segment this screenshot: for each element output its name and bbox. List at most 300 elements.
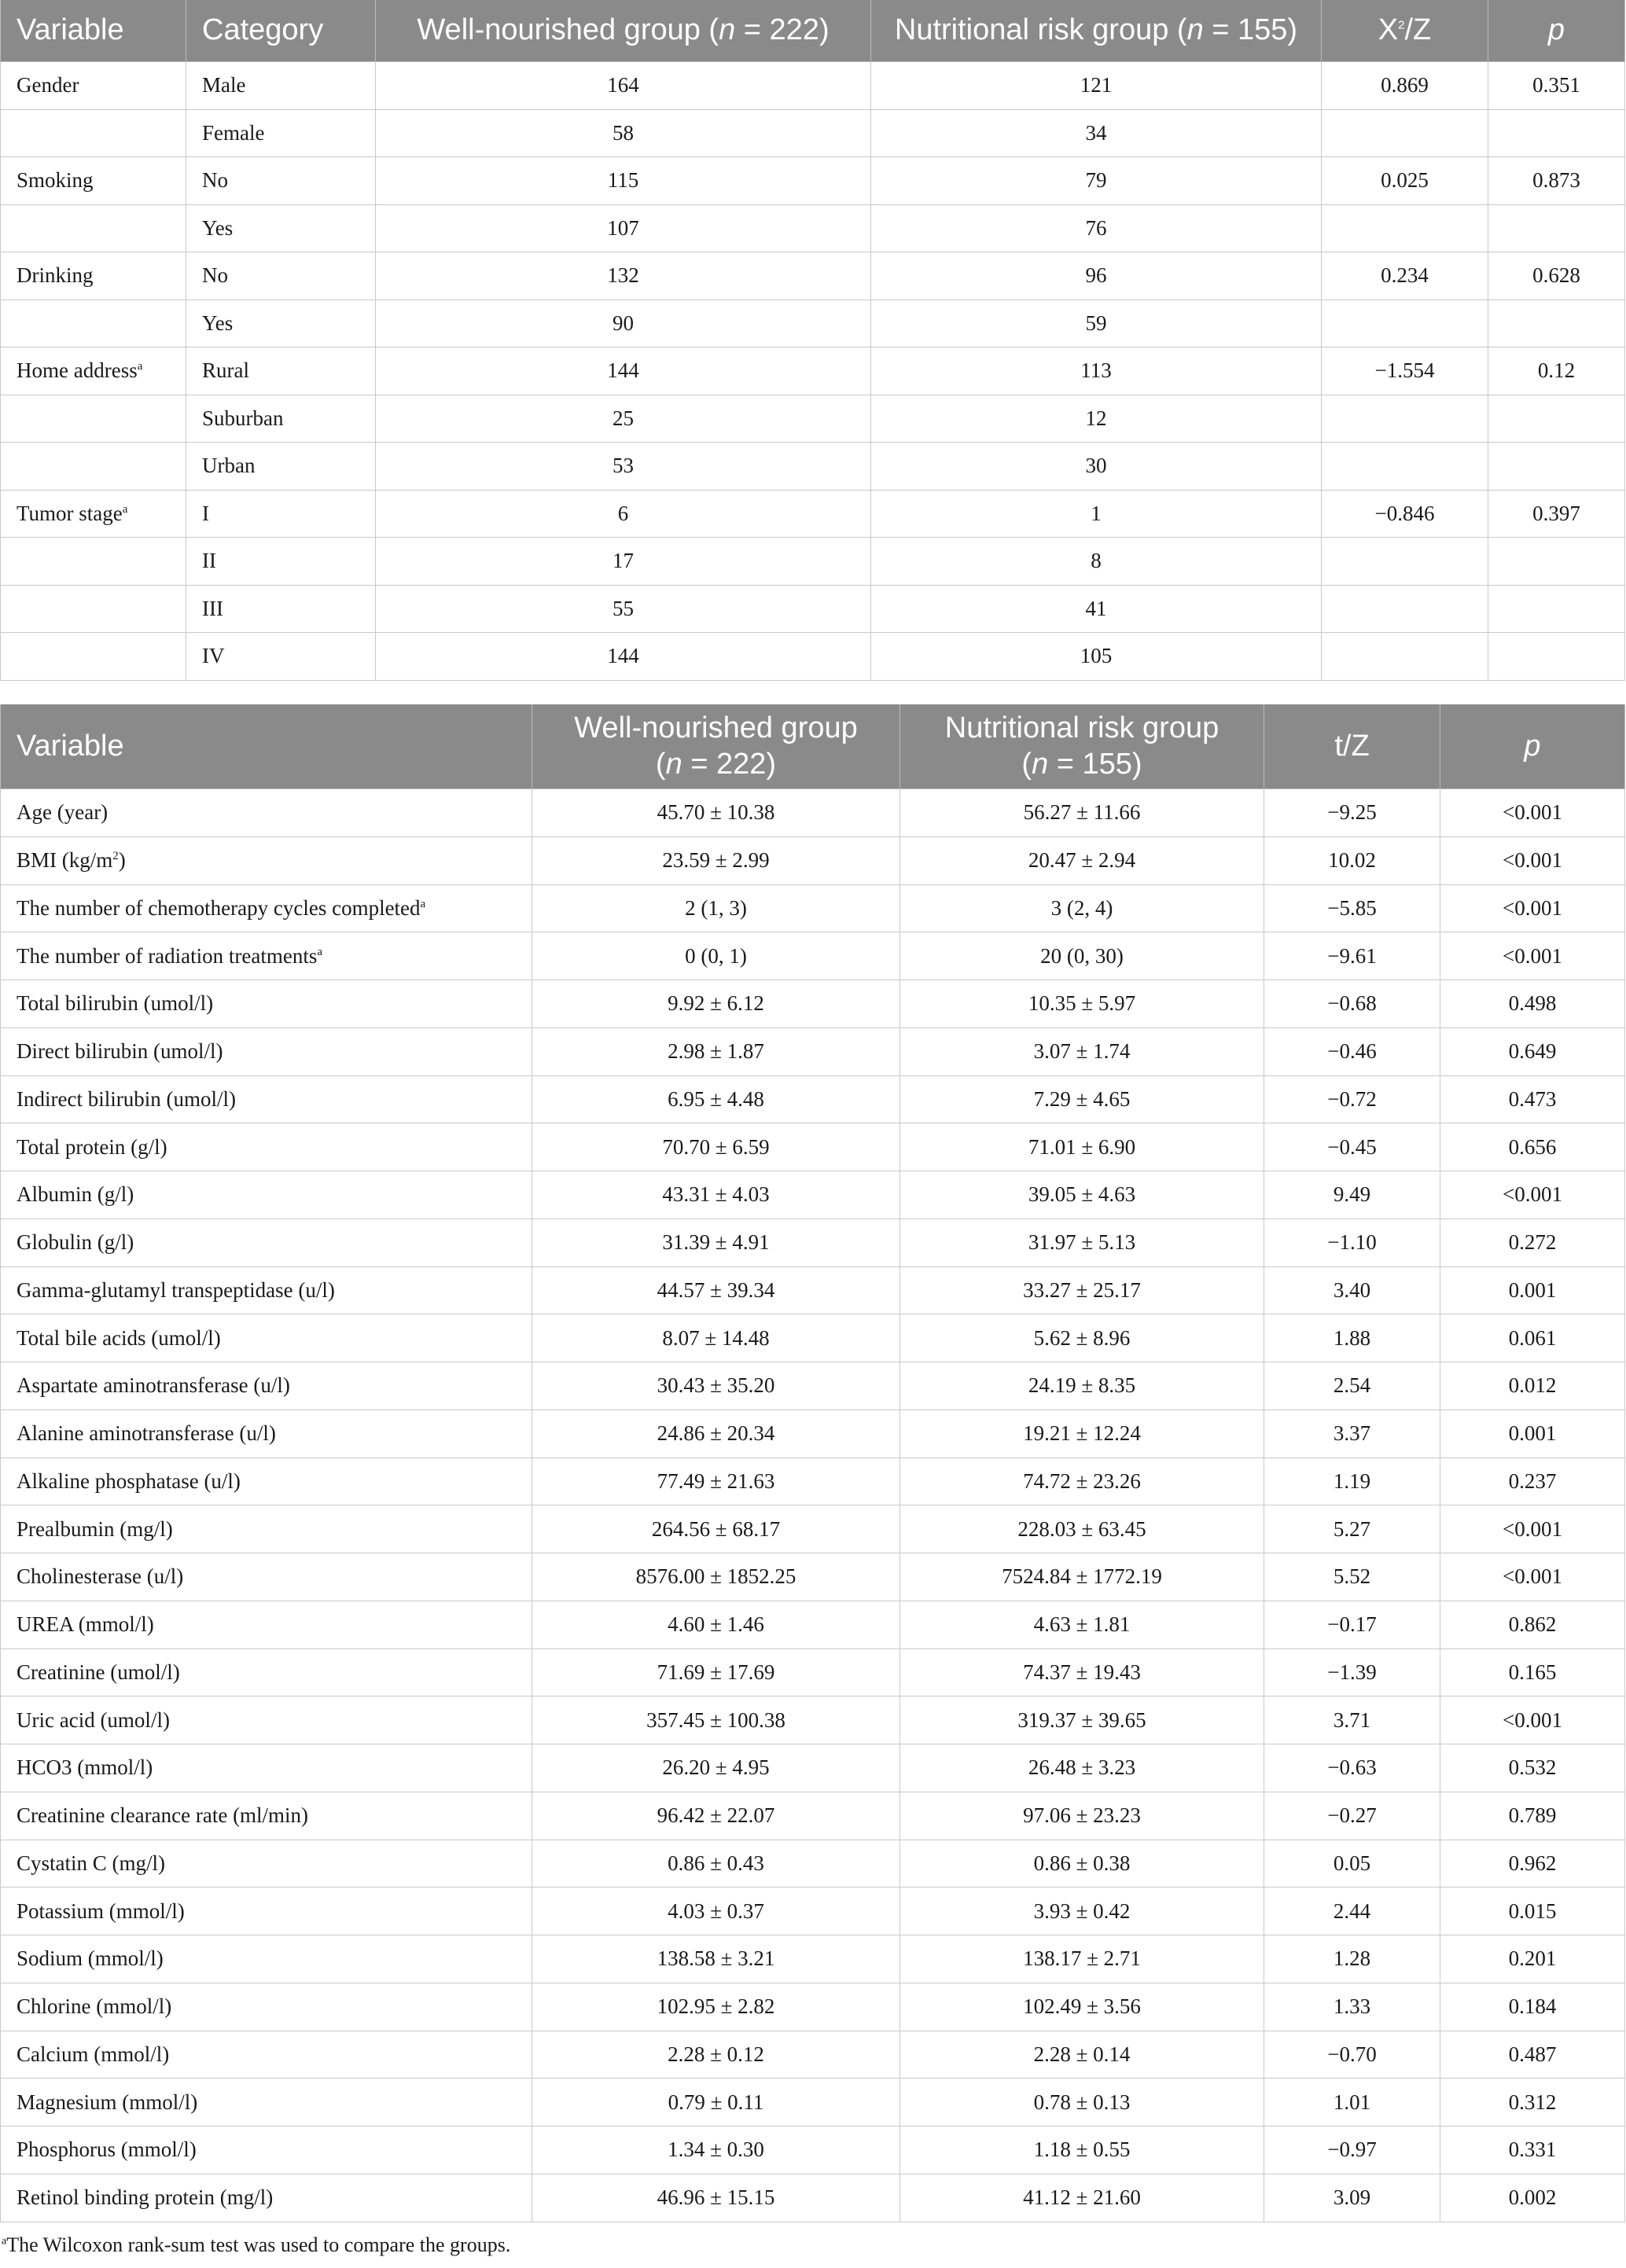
table1-header-p: p (1488, 0, 1625, 62)
statistic-cell: −0.45 (1264, 1123, 1440, 1171)
table-row (1, 789, 1625, 837)
well-nourished-cell: 26.20 ± 4.95 (532, 1744, 900, 1792)
variable-name: Creatinine clearance rate (ml/min) (17, 1803, 309, 1828)
statistic-cell: −0.72 (1264, 1075, 1440, 1123)
table-row (1, 1696, 1625, 1744)
variable-name-tail: ) (118, 848, 126, 873)
p-value-cell: 0.237 (1440, 1457, 1625, 1505)
nutritional-risk-cell: 33.27 ± 25.17 (900, 1266, 1264, 1314)
table1-body (1, 62, 1625, 681)
variable-name: Alkaline phosphatase (u/l) (17, 1469, 241, 1493)
p-value-cell: 0.201 (1440, 1935, 1625, 1983)
nutritional-risk-cell: 74.37 ± 19.43 (900, 1649, 1264, 1696)
p-value-cell: 0.649 (1440, 1027, 1625, 1075)
variable-name: Globulin (g/l) (17, 1230, 134, 1255)
nutritional-risk-cell: 2.28 ± 0.14 (900, 2031, 1264, 2079)
statistic-cell: −1.39 (1264, 1649, 1440, 1696)
variable-cell (1, 1123, 532, 1171)
table1-header-statistic: $X^2/Z$ (1322, 0, 1488, 62)
category-cell: No (186, 157, 376, 205)
table-row (1, 836, 1625, 884)
continuous-variables-table (0, 704, 1625, 2222)
well-nourished-cell: 2.98 ± 1.87 (532, 1027, 900, 1075)
statistic-cell (1322, 109, 1488, 157)
variable-name: Phosphorus (mmol/l) (17, 2138, 197, 2162)
variable-cell (1, 109, 186, 157)
table-row (1, 109, 1625, 157)
table-row (1, 1983, 1625, 2031)
variable-name: Total protein (g/l) (17, 1134, 167, 1159)
variable-name: Sodium (mmol/l) (17, 1946, 164, 1971)
well-nourished-cell: 90 (376, 300, 871, 347)
variable-name: Total bile acids (umol/l) (17, 1325, 221, 1350)
nutritional-risk-cell: 79 (871, 157, 1322, 205)
p-value-cell (1488, 300, 1625, 347)
variable-cell (1, 538, 186, 586)
nutritional-risk-cell: 3.93 ± 0.42 (900, 1888, 1264, 1935)
footnote (0, 2229, 510, 2261)
well-nourished-cell: 144 (376, 347, 871, 395)
variable-cell (1, 1649, 532, 1696)
table-row (1, 1553, 1625, 1601)
p-value-cell: 0.962 (1440, 1840, 1625, 1888)
table-row (1, 300, 1625, 347)
footnote-marker: a (2, 2235, 7, 2248)
variable-cell (1, 1362, 532, 1410)
nutritional-risk-cell: 0.86 ± 0.38 (900, 1840, 1264, 1888)
p-value-cell: 0.789 (1440, 1792, 1625, 1840)
nutritional-risk-cell: 113 (871, 347, 1322, 395)
table-row (1, 1027, 1625, 1075)
statistic-cell (1322, 538, 1488, 586)
p-value-cell: <0.001 (1440, 1171, 1625, 1219)
table1-header-row (1, 0, 1625, 62)
table-row (1, 932, 1625, 980)
well-nourished-cell: 24.86 ± 20.34 (532, 1410, 900, 1457)
variable-cell (1, 2126, 532, 2174)
well-nourished-cell: 43.31 ± 4.03 (532, 1171, 900, 1219)
variable-cell (1, 347, 186, 395)
p-value-cell: <0.001 (1440, 884, 1625, 932)
category-cell: No (186, 252, 376, 300)
variable-name: Creatinine (umol/l) (17, 1660, 180, 1684)
nutritional-risk-cell: 1 (871, 490, 1322, 538)
well-nourished-cell: 44.57 ± 39.34 (532, 1266, 900, 1314)
p-value-cell: 0.473 (1440, 1075, 1625, 1123)
nutritional-risk-cell: 24.19 ± 8.35 (900, 1362, 1264, 1410)
category-cell: II (186, 538, 376, 586)
statistic-cell (1322, 395, 1488, 443)
well-nourished-cell: 17 (376, 538, 871, 586)
table-row (1, 1649, 1625, 1696)
statistic-cell: 5.27 (1264, 1505, 1440, 1553)
well-nourished-cell: 144 (376, 633, 871, 681)
table-row (1, 2126, 1625, 2174)
variable-name: Tumor stage (17, 501, 123, 525)
p-value-cell: 0.312 (1440, 2079, 1625, 2126)
variable-name: Total bilirubin (umol/l) (17, 991, 214, 1016)
category-cell: Yes (186, 300, 376, 347)
variable-cell (1, 980, 532, 1028)
statistic-cell: −0.17 (1264, 1601, 1440, 1649)
variable-cell (1, 1696, 532, 1744)
table1-header-well-nourished: Well-nourished group (n = 222) (376, 0, 871, 62)
variable-name: Direct bilirubin (umol/l) (17, 1039, 223, 1064)
nutritional-risk-cell: 39.05 ± 4.63 (900, 1171, 1264, 1219)
table1-header-nutritional-risk: Nutritional risk group (n = 155) (871, 0, 1322, 62)
table-row (1, 1123, 1625, 1171)
nutritional-risk-cell: 20.47 ± 2.94 (900, 836, 1264, 884)
table-row (1, 1410, 1625, 1457)
statistic-cell (1322, 300, 1488, 347)
well-nourished-cell: 30.43 ± 35.20 (532, 1362, 900, 1410)
variable-cell (1, 1505, 532, 1553)
p-value-cell: 0.487 (1440, 2031, 1625, 2079)
statistic-cell (1322, 204, 1488, 252)
statistic-cell: 1.33 (1264, 1983, 1440, 2031)
nutritional-risk-cell: 34 (871, 109, 1322, 157)
table2-header-well-nourished: Well-nourished group (n = 222) (532, 704, 900, 789)
variable-name: Age (year) (17, 800, 109, 825)
well-nourished-cell: 25 (376, 395, 871, 443)
statistic-cell: 1.28 (1264, 1935, 1440, 1983)
well-nourished-cell: 71.69 ± 17.69 (532, 1649, 900, 1696)
statistic-cell (1322, 585, 1488, 633)
nutritional-risk-cell: 71.01 ± 6.90 (900, 1123, 1264, 1171)
variable-cell (1, 932, 532, 980)
p-value-cell: 0.001 (1440, 1266, 1625, 1314)
variable-name: Prealbumin (mg/l) (17, 1516, 173, 1541)
nutritional-risk-cell: 228.03 ± 63.45 (900, 1505, 1264, 1553)
table-row (1, 1457, 1625, 1505)
nutritional-risk-cell: 3.07 ± 1.74 (900, 1027, 1264, 1075)
well-nourished-cell: 70.70 ± 6.59 (532, 1123, 900, 1171)
nutritional-risk-cell: 121 (871, 62, 1322, 110)
p-value-cell: <0.001 (1440, 1553, 1625, 1601)
statistic-cell (1322, 443, 1488, 491)
table-row (1, 1266, 1625, 1314)
statistic-cell: −0.97 (1264, 2126, 1440, 2174)
p-value-cell: 0.628 (1488, 252, 1625, 300)
table-row (1, 1314, 1625, 1362)
statistic-cell: 3.71 (1264, 1696, 1440, 1744)
nutritional-risk-cell: 319.37 ± 39.65 (900, 1696, 1264, 1744)
category-cell: Suburban (186, 395, 376, 443)
table-row (1, 395, 1625, 443)
well-nourished-cell: 23.59 ± 2.99 (532, 836, 900, 884)
well-nourished-cell: 107 (376, 204, 871, 252)
table-row (1, 585, 1625, 633)
table2-body (1, 789, 1625, 2222)
nutritional-risk-cell: 10.35 ± 5.97 (900, 980, 1264, 1028)
well-nourished-cell: 6.95 ± 4.48 (532, 1075, 900, 1123)
variable-cell (1, 836, 532, 884)
variable-name: Albumin (g/l) (17, 1182, 134, 1207)
table-row (1, 1601, 1625, 1649)
table-row (1, 204, 1625, 252)
table-row (1, 157, 1625, 205)
variable-name: Magnesium (mmol/l) (17, 2090, 198, 2114)
nutritional-risk-cell: 5.62 ± 8.96 (900, 1314, 1264, 1362)
variable-cell (1, 2031, 532, 2079)
variable-cell (1, 1744, 532, 1792)
well-nourished-cell: 8576.00 ± 1852.25 (532, 1553, 900, 1601)
p-value-cell (1488, 443, 1625, 491)
table-row (1, 2031, 1625, 2079)
variable-cell (1, 157, 186, 205)
table2-header-statistic: t/Z (1264, 704, 1440, 789)
statistic-cell: −0.63 (1264, 1744, 1440, 1792)
nutritional-risk-cell: 0.78 ± 0.13 (900, 2079, 1264, 2126)
variable-name: Calcium (mmol/l) (17, 2042, 170, 2066)
variable-cell (1, 633, 186, 681)
table-row (1, 1171, 1625, 1219)
p-value-cell (1488, 109, 1625, 157)
well-nourished-cell: 77.49 ± 21.63 (532, 1457, 900, 1505)
p-value-cell: <0.001 (1440, 1696, 1625, 1744)
statistic-cell: 1.01 (1264, 2079, 1440, 2126)
well-nourished-cell: 0.79 ± 0.11 (532, 2079, 900, 2126)
superscript: a (317, 945, 323, 958)
nutritional-risk-cell: 74.72 ± 23.26 (900, 1457, 1264, 1505)
variable-name: The number of radiation treatments (17, 943, 318, 968)
table-row (1, 1219, 1625, 1266)
nutritional-risk-cell: 7.29 ± 4.65 (900, 1075, 1264, 1123)
well-nourished-cell: 4.60 ± 1.46 (532, 1601, 900, 1649)
statistic-cell: −1.10 (1264, 1219, 1440, 1266)
variable-cell (1, 204, 186, 252)
table-row (1, 443, 1625, 491)
well-nourished-cell: 0 (0, 1) (532, 932, 900, 980)
nutritional-risk-cell: 41.12 ± 21.60 (900, 2174, 1264, 2222)
nutritional-risk-cell: 26.48 ± 3.23 (900, 1744, 1264, 1792)
p-value-cell: <0.001 (1440, 932, 1625, 980)
category-cell: III (186, 585, 376, 633)
p-value-cell: 0.656 (1440, 1123, 1625, 1171)
footnote-marker: a (122, 502, 128, 516)
variable-name: Alanine aminotransferase (u/l) (17, 1421, 276, 1446)
superscript: a (420, 897, 426, 910)
variable-name: Aspartate aminotransferase (u/l) (17, 1373, 290, 1398)
well-nourished-cell: 9.92 ± 6.12 (532, 980, 900, 1028)
nutritional-risk-cell: 31.97 ± 5.13 (900, 1219, 1264, 1266)
variable-cell (1, 300, 186, 347)
statistic-cell: −0.70 (1264, 2031, 1440, 2079)
well-nourished-cell: 8.07 ± 14.48 (532, 1314, 900, 1362)
well-nourished-cell: 53 (376, 443, 871, 491)
variable-name: Gender (17, 73, 79, 97)
variable-cell (1, 252, 186, 300)
variable-name: Smoking (17, 168, 94, 193)
p-value-cell: 0.272 (1440, 1219, 1625, 1266)
variable-cell (1, 1601, 532, 1649)
well-nourished-cell: 115 (376, 157, 871, 205)
table1-header-variable: Variable (1, 0, 186, 62)
statistic-cell (1322, 633, 1488, 681)
statistic-cell: 2.54 (1264, 1362, 1440, 1410)
variable-cell (1, 2079, 532, 2126)
table2-header-nutritional-risk: Nutritional risk group (n = 155) (900, 704, 1264, 789)
table-row (1, 347, 1625, 395)
p-value-cell: 0.532 (1440, 1744, 1625, 1792)
p-value-cell: 0.165 (1440, 1649, 1625, 1696)
variable-name: HCO3 (mmol/l) (17, 1755, 153, 1780)
table1-header-category: Category (186, 0, 376, 62)
statistic-cell: 1.19 (1264, 1457, 1440, 1505)
p-value-cell: 0.331 (1440, 2126, 1625, 2174)
well-nourished-cell: 4.03 ± 0.37 (532, 1888, 900, 1935)
variable-cell (1, 789, 532, 837)
statistic-cell: −0.846 (1322, 490, 1488, 538)
nutritional-risk-cell: 3 (2, 4) (900, 884, 1264, 932)
p-value-cell: <0.001 (1440, 1505, 1625, 1553)
variable-cell (1, 2174, 532, 2222)
statistic-cell: 0.025 (1322, 157, 1488, 205)
table-row (1, 884, 1625, 932)
nutritional-risk-cell: 19.21 ± 12.24 (900, 1410, 1264, 1457)
p-value-cell: 0.873 (1488, 157, 1625, 205)
variable-cell (1, 395, 186, 443)
statistic-cell: 10.02 (1264, 836, 1440, 884)
variable-cell (1, 1219, 532, 1266)
variable-cell (1, 1888, 532, 1935)
table2-header-variable: Variable (1, 704, 532, 789)
statistic-cell: −9.61 (1264, 932, 1440, 980)
nutritional-risk-cell: 102.49 ± 3.56 (900, 1983, 1264, 2031)
table-row (1, 1505, 1625, 1553)
well-nourished-cell: 164 (376, 62, 871, 110)
statistic-cell: 3.37 (1264, 1410, 1440, 1457)
well-nourished-cell: 55 (376, 585, 871, 633)
nutritional-risk-cell: 20 (0, 30) (900, 932, 1264, 980)
table-row (1, 252, 1625, 300)
variable-name: Gamma-glutamyl transpeptidase (u/l) (17, 1277, 335, 1302)
variable-name: Home address (17, 358, 138, 383)
variable-cell (1, 1457, 532, 1505)
statistic-cell: 0.869 (1322, 62, 1488, 110)
variable-cell (1, 1983, 532, 2031)
variable-name: Retinol binding protein (mg/l) (17, 2185, 274, 2210)
well-nourished-cell: 58 (376, 109, 871, 157)
categorical-variables-table (0, 0, 1625, 681)
category-cell: Female (186, 109, 376, 157)
variable-name: Uric acid (umol/l) (17, 1707, 170, 1732)
category-cell: Rural (186, 347, 376, 395)
table-row (1, 980, 1625, 1028)
p-value-cell: 0.12 (1488, 347, 1625, 395)
nutritional-risk-cell: 56.27 ± 11.66 (900, 789, 1264, 837)
variable-name: Cystatin C (mg/l) (17, 1851, 165, 1875)
variable-cell (1, 62, 186, 110)
well-nourished-cell: 138.58 ± 3.21 (532, 1935, 900, 1983)
table-row (1, 62, 1625, 110)
table-row (1, 2174, 1625, 2222)
p-value-cell: <0.001 (1440, 789, 1625, 837)
variable-name: UREA (mmol/l) (17, 1612, 154, 1637)
variable-name: Indirect bilirubin (umol/l) (17, 1086, 236, 1111)
table-row (1, 1075, 1625, 1123)
nutritional-risk-cell: 12 (871, 395, 1322, 443)
statistic-cell: −0.68 (1264, 980, 1440, 1028)
category-cell: I (186, 490, 376, 538)
p-value-cell: 0.015 (1440, 1888, 1625, 1935)
well-nourished-cell: 264.56 ± 68.17 (532, 1505, 900, 1553)
variable-cell (1, 1027, 532, 1075)
nutritional-risk-cell: 1.18 ± 0.55 (900, 2126, 1264, 2174)
p-value-cell: 0.012 (1440, 1362, 1625, 1410)
well-nourished-cell: 31.39 ± 4.91 (532, 1219, 900, 1266)
variable-cell (1, 1314, 532, 1362)
p-value-cell (1488, 204, 1625, 252)
variable-cell (1, 1935, 532, 1983)
table-row (1, 538, 1625, 586)
table-row (1, 1935, 1625, 1983)
well-nourished-cell: 102.95 ± 2.82 (532, 1983, 900, 2031)
category-cell: IV (186, 633, 376, 681)
statistic-cell: 3.40 (1264, 1266, 1440, 1314)
statistic-cell: 0.234 (1322, 252, 1488, 300)
nutritional-risk-cell: 105 (871, 633, 1322, 681)
well-nourished-cell: 357.45 ± 100.38 (532, 1696, 900, 1744)
p-value-cell: 0.862 (1440, 1601, 1625, 1649)
statistic-cell: 0.05 (1264, 1840, 1440, 1888)
statistic-cell: −0.46 (1264, 1027, 1440, 1075)
nutritional-risk-cell: 76 (871, 204, 1322, 252)
table2-header-row (1, 704, 1625, 789)
variable-name: Drinking (17, 263, 94, 288)
nutritional-risk-cell: 41 (871, 585, 1322, 633)
well-nourished-cell: 1.34 ± 0.30 (532, 2126, 900, 2174)
superscript: 2 (112, 850, 119, 863)
variable-cell (1, 1171, 532, 1219)
variable-cell (1, 1410, 532, 1457)
nutritional-risk-cell: 96 (871, 252, 1322, 300)
p-value-cell: 0.061 (1440, 1314, 1625, 1362)
well-nourished-cell: 46.96 ± 15.15 (532, 2174, 900, 2222)
nutritional-risk-cell: 4.63 ± 1.81 (900, 1601, 1264, 1649)
table2-header-p: p (1440, 704, 1625, 789)
variable-cell (1, 1266, 532, 1314)
variable-cell (1, 1792, 532, 1840)
variable-name: Potassium (mmol/l) (17, 1899, 185, 1923)
statistic-cell: 5.52 (1264, 1553, 1440, 1601)
statistic-cell: −5.85 (1264, 884, 1440, 932)
p-value-cell: 0.002 (1440, 2174, 1625, 2222)
variable-cell (1, 443, 186, 491)
well-nourished-cell: 2.28 ± 0.12 (532, 2031, 900, 2079)
variable-cell (1, 884, 532, 932)
statistic-cell: 3.09 (1264, 2174, 1440, 2222)
variable-cell (1, 1075, 532, 1123)
category-cell: Male (186, 62, 376, 110)
nutritional-risk-cell: 138.17 ± 2.71 (900, 1935, 1264, 1983)
table-row (1, 490, 1625, 538)
table-row (1, 633, 1625, 681)
category-cell: Yes (186, 204, 376, 252)
nutritional-risk-cell: 8 (871, 538, 1322, 586)
statistic-cell: −9.25 (1264, 789, 1440, 837)
well-nourished-cell: 45.70 ± 10.38 (532, 789, 900, 837)
table-row (1, 1792, 1625, 1840)
p-value-cell: 0.001 (1440, 1410, 1625, 1457)
p-value-cell (1488, 538, 1625, 586)
table-row (1, 1840, 1625, 1888)
variable-name: BMI (kg/m (17, 848, 113, 873)
well-nourished-cell: 132 (376, 252, 871, 300)
footnote-marker: a (137, 360, 143, 373)
nutritional-risk-cell: 59 (871, 300, 1322, 347)
footnote-text: The Wilcoxon rank-sum test was used to compare the groups. (6, 2233, 511, 2256)
